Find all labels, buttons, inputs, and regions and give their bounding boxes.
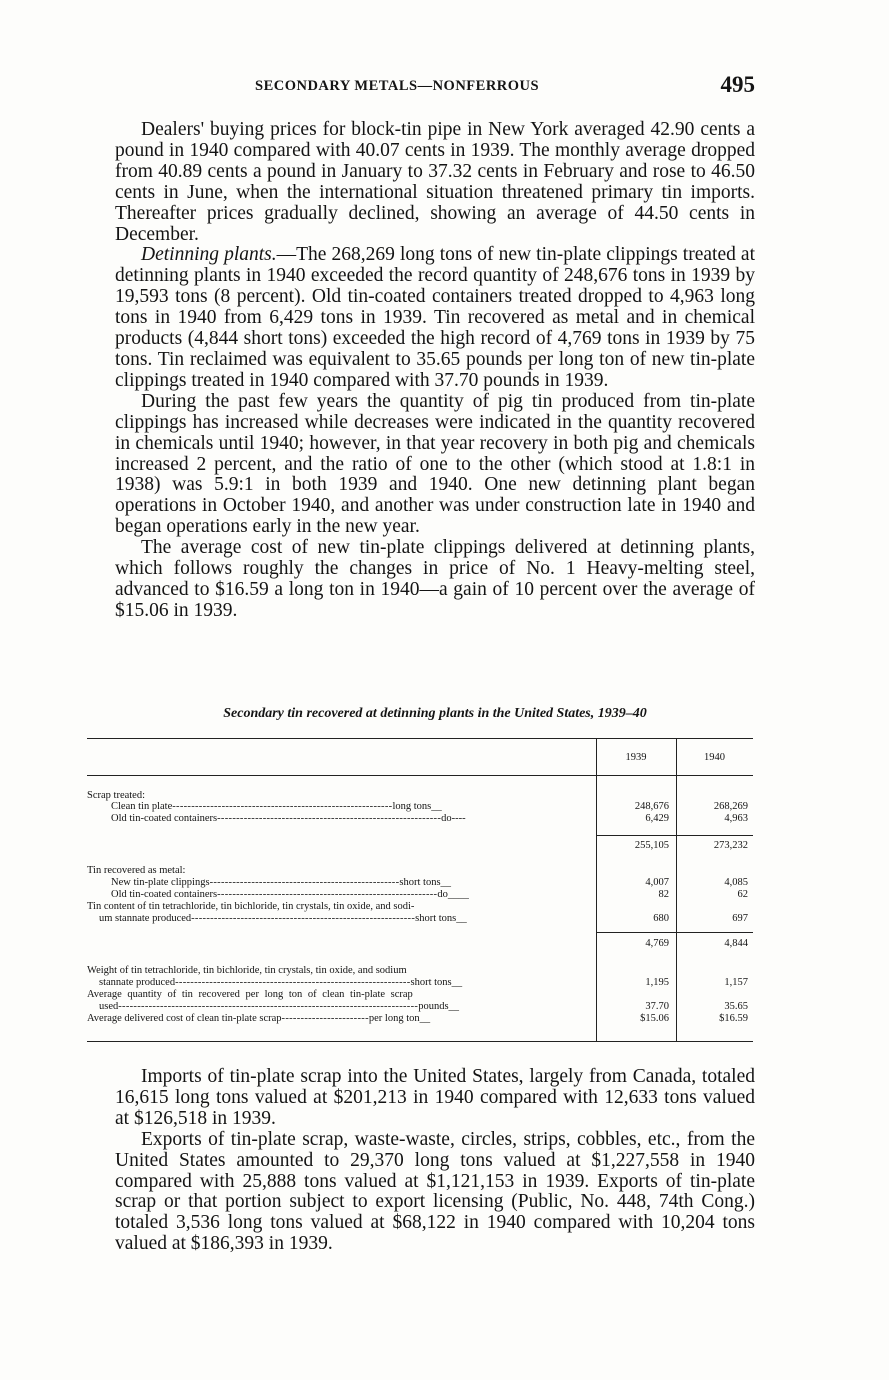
table-row-label: stannate produced--------------------------------------------------------------short tons__ (99, 977, 463, 988)
table-subtotal: 4,844 (724, 938, 748, 949)
table-cell: 6,429 (645, 813, 669, 824)
column-header-1940: 1940 (704, 752, 725, 763)
table-cell: 4,963 (724, 813, 748, 824)
table-cell: 4,085 (724, 877, 748, 888)
page-header (115, 72, 755, 102)
table-row-label: um stannate produced-----------------------------------------------------------short tons__ (99, 913, 467, 924)
column-header-1939: 1939 (625, 752, 647, 763)
table-cell: 37.70 (645, 1001, 669, 1012)
table-row-label: Old tin-coated containers-----------------------------------------------------------do---- (111, 813, 466, 824)
table-cell: 1,195 (645, 977, 669, 988)
table-cell: 35.65 (724, 1001, 748, 1012)
table-row-label: Scrap treated: (87, 790, 146, 801)
body-text-upper (115, 120, 755, 622)
table-row-label: used-------------------------------------------------------------------------------pounds__ (99, 1001, 460, 1012)
table-row-label: Weight of tin tetrachloride, tin bichloride, tin crystals, tin oxide, and sodium (87, 965, 407, 976)
table-cell: 1,157 (724, 977, 748, 988)
table-cell: 4,007 (645, 877, 669, 888)
paragraph-exports: Exports of tin-plate scrap, waste-waste, circles, strips, cobbles, etc., from the United States amounted to 29,370 long tons valued at $1,227,558 in 1940 compared with 25,888 tons valued at $1,121,153 in 1939. Exports of tin-plate scrap or that portion subject to export licensing (Public, No. 448, 74th Cong.) totaled 3,536 long tons valued at $68,122 in 1940 compared with 10,204 tons valued at $186,393 in 1939. (115, 1128, 755, 1255)
table-row-label: Tin recovered as metal: (87, 865, 186, 876)
table-subtotal: 273,232 (713, 840, 748, 851)
running-head: SECONDARY METALS—NONFERROUS (255, 78, 540, 94)
table-row-label: Old tin-coated containers----------------------------------------------------------do____ (111, 889, 469, 900)
table-row-label: Clean tin plate----------------------------------------------------------long tons__ (111, 801, 442, 812)
table-cell: 82 (658, 889, 669, 900)
section-heading-detinning: Detinning plants. (141, 244, 277, 266)
paragraph-detinning-plants: Detinning plants.—The 268,269 long tons of new tin-plate clippings treated at detinning plants in 1940 exceeded the record quantity of 248,676 tons in 1939 by 19,593 tons (8 percent). Old tin-coated containers treated dropped to 4,963 long tons in 1940 from 6,429 tons in 1939. Tin recovered as metal and in chemical products (4,844 short tons) exceeded the high record of 4,769 tons in 1939 by 75 tons. Tin reclaimed was equivalent to 35.65 pounds per long ton of new tin-plate clippings treated in 1940 compared with 37.70 pounds in 1939. (115, 244, 756, 391)
table-row-label: New tin-plate clippings--------------------------------------------------short tons__ (111, 877, 452, 888)
table-cell: $15.06 (640, 1013, 669, 1024)
table-cell: 62 (737, 889, 748, 900)
body-text-lower (115, 1067, 755, 1255)
paragraph-average-cost: The average cost of new tin-plate clippings delivered at detinning plants, which follows roughly the changes in price of No. 1 Heavy-melting steel, advanced to $16.59 a long ton in 1940—a gain of 10 percent over the average of $15.06 in 1939. (115, 537, 755, 621)
paragraph-pig-tin: During the past few years the quantity of pig tin produced from tin-plate clippings has increased while decreases were indicated in the quantity recovered in chemicals until 1940; however, in that year recovery in both pig and chemicals increased 2 percent, and the ratio of one to the other (which stood at 1.8:1 in 1938) was 5.9:1 in both 1939 and 1940. One new detinning plant began operations in October 1940, and another was under construction late in 1940 and began operations early in the new year. (115, 390, 755, 538)
table-cell: $16.59 (719, 1013, 748, 1024)
table-subtotal: 255,105 (634, 840, 669, 851)
paragraph-block-tin-prices: Dealers' buying prices for block-tin pipe in New York averaged 42.90 cents a pound in 1940 compared with 40.07 cents in 1939. The monthly average dropped from 40.89 cents a pound in January to 37.32 cents in February and rose to 46.50 cents in June, when the international situation threatened primary tin imports. Thereafter prices gradually declined, showing an average of 44.50 cents in December. (115, 119, 755, 245)
tin-recovery-table (87, 738, 753, 1043)
table-caption: Secondary tin recovered at detinning plants in the United States, 1939–40 (223, 706, 647, 721)
table-cell: 268,269 (713, 801, 748, 812)
table-row-label: Tin content of tin tetrachloride, tin bichloride, tin crystals, tin oxide, and sodi- (87, 901, 415, 912)
table-cell: 248,676 (634, 801, 669, 812)
page-number: 495 (720, 72, 755, 97)
table-cell: 697 (732, 913, 748, 924)
table-cell: 680 (653, 913, 669, 924)
table-subtotal: 4,769 (645, 938, 669, 949)
paragraph-imports: Imports of tin-plate scrap into the United States, largely from Canada, totaled 16,615 long tons valued at $201,213 in 1940 compared with 12,633 tons valued at $126,518 in 1939. (115, 1066, 755, 1129)
table-row-label: Average delivered cost of clean tin-plate scrap-----------------------per long ton__ (87, 1013, 431, 1024)
table-row-label: Average quantity of tin recovered per long ton of clean tin-plate scrap (87, 989, 413, 1000)
